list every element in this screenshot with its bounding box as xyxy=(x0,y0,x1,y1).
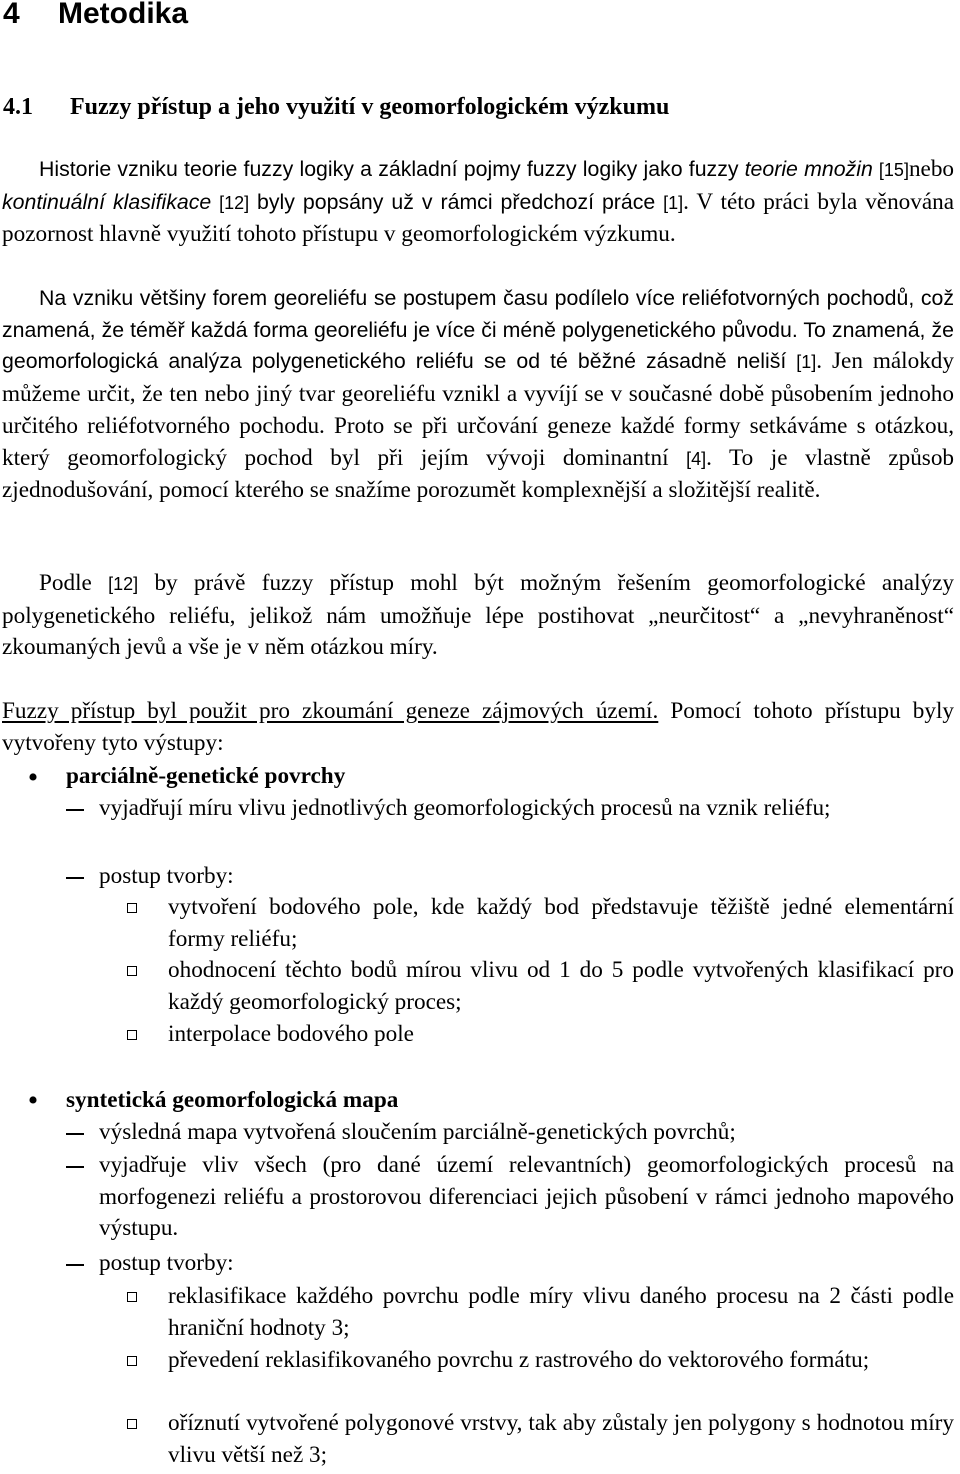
para1-text-2: nebo xyxy=(908,156,955,182)
citation-15: [15] xyxy=(878,160,909,180)
para1-text-5: . V této práci byla věnována pozornost hlavně využití tohoto přístupu v geomorfologickém výzkumu. xyxy=(2,188,955,248)
bullet-icon: • xyxy=(27,1084,39,1117)
list-item-title: syntetická geomorfologická mapa xyxy=(66,1087,399,1113)
section-title: Fuzzy přístup a jeho využití v geomorfologickém výzkumu xyxy=(70,94,670,120)
list-subitem: výsledná mapa vytvořená sloučením parciálně-genetických povrchů; xyxy=(99,1119,736,1145)
paragraph-3 xyxy=(2,568,954,664)
para4-underlined-text: Fuzzy přístup byl použit pro zkoumání geneze zájmových území. xyxy=(2,698,659,724)
chapter-heading xyxy=(3,0,188,34)
list-step: ohodnocení těchto bodů mírou vlivu od 1 do 5 podle vytvořených klasifikací pro každý geomorfologický proces; xyxy=(168,957,954,1015)
bullet-icon: • xyxy=(27,761,39,794)
para1-text-3: byly popsány už v rámci předchozí xyxy=(257,189,595,214)
dash-icon xyxy=(66,877,84,879)
list-item-title: parciálně-genetické povrchy xyxy=(66,763,346,789)
para4-text: Pomocí tohoto přístupu byly vytvořeny tyto výstupy: xyxy=(2,698,955,756)
chapter-number: 4 xyxy=(3,0,20,30)
section-number: 4.1 xyxy=(3,94,33,120)
paragraph-1 xyxy=(2,154,954,251)
list-subitem: postup tvorby: xyxy=(99,863,234,889)
para1-text-4: práce xyxy=(601,189,656,214)
square-bullet-icon xyxy=(127,903,137,913)
section-heading xyxy=(3,91,669,123)
para1-text-1: Historie vzniku teorie fuzzy logiky a základní pojmy fuzzy logiky jako fuzzy xyxy=(39,157,739,181)
list-subitem: postup tvorby: xyxy=(99,1250,234,1276)
list-step: oříznutí vytvořené polygonové vrstvy, tak aby zůstaly jen polygony s hodnotou míry vlivu větší než 3; xyxy=(168,1410,954,1468)
square-bullet-icon xyxy=(127,1030,137,1040)
citation-4: [4] xyxy=(686,448,707,469)
para1-italic-1: teorie množin xyxy=(744,157,873,181)
list-subitem: vyjadřují míru vlivu jednotlivých geomorfologických procesů na vznik reliéfu; xyxy=(99,795,831,821)
paragraph-4 xyxy=(2,696,954,759)
list-step: reklasifikace každého povrchu podle míry vlivu daného procesu na 2 části podle hraniční hodnoty 3; xyxy=(168,1283,954,1341)
square-bullet-icon xyxy=(127,1292,137,1302)
para2-text-2: . Jen málokdy můžeme určit, že ten nebo jiný tvar georeliéfu vznikl a vyvíjí se v současné době působením jednoho určitého reliéfotvorného pochodu. Proto se při určování geneze každé formy setkáváme s otázkou, který geomorfologický pochod byl při jejím vývoji dominantní xyxy=(2,348,954,471)
square-bullet-icon xyxy=(127,1356,137,1366)
dash-icon xyxy=(66,1166,84,1168)
para3-text-2: by právě fuzzy přístup mohl být možným řešením geomorfologické analýzy polygenetického reliéfu, jelikož nám umožňuje lépe postihovat „neurčitost“ a „nevyhraněnost“ zkoumaných jevů a vše je v něm otázkou míry. xyxy=(2,570,955,661)
dash-icon xyxy=(66,1264,84,1266)
list-step: vytvoření bodového pole, kde každý bod představuje těžiště jedné elementární formy reliéfu; xyxy=(168,894,954,952)
citation-1: [1] xyxy=(663,192,684,213)
list-subitem: vyjadřuje vliv všech (pro dané území relevantních) geomorfologických procesů na morfogenezi reliéfu a prostorovou diferenciaci jejich působení v rámci jednoho mapového výstupu. xyxy=(99,1152,954,1242)
square-bullet-icon xyxy=(127,966,137,976)
para2-text-3: . To je vlastně způsob zjednodušování, pomocí kterého se snažíme porozumět komplexnější a složitější realitě. xyxy=(2,444,955,504)
dash-icon xyxy=(66,809,84,811)
citation-12: [12] xyxy=(219,192,250,213)
square-bullet-icon xyxy=(127,1419,137,1429)
dash-icon xyxy=(66,1133,84,1135)
para3-text-1: Podle xyxy=(39,570,92,596)
list-step: interpolace bodového pole xyxy=(168,1021,414,1047)
para1-italic-2: kontinuální klasifikace xyxy=(2,189,212,214)
citation-12: [12] xyxy=(108,574,139,594)
list-step: převedení reklasifikovaného povrchu z rastrového do vektorového formátu; xyxy=(168,1347,870,1373)
paragraph-2 xyxy=(2,283,954,507)
chapter-title: Metodika xyxy=(58,0,189,30)
citation-1: [1] xyxy=(796,352,817,373)
para2-text-1: Na vzniku většiny forem georeliéfu se postupem času podílelo více reliéfotvorných pochodů, což znamená, že téměř každá forma georeliéfu je více či méně polygenetického původu. To znamená, že geomorfologická analýza polygenetického reliéfu se od té běžné zásadně neliší xyxy=(2,286,954,374)
